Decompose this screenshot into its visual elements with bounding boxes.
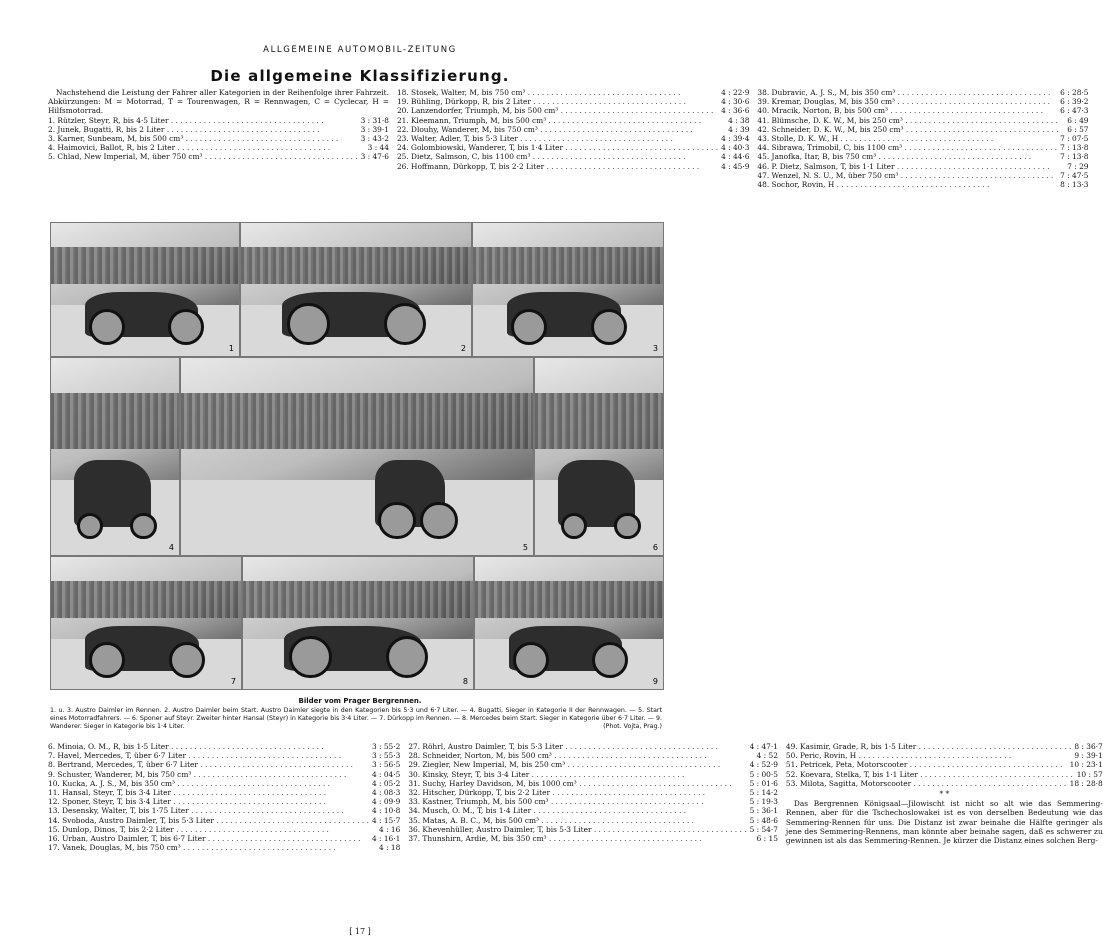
race-time: 5 : 00·5	[749, 769, 778, 779]
driver-entry: 26. Hoffmann, Dürkopp, T, bis 2·2 Liter . . .	[397, 162, 718, 171]
driver-entry: 16. Urban, Austro Daimler, T, bis 6·7 Liter . . .	[48, 834, 369, 843]
result-entry	[48, 834, 400, 843]
driver-entry: 18. Stosek, Walter, M, bis 750 cm³ . . .	[397, 88, 718, 97]
driver-entry: 52. Koevara, Stelka, T, bis 1·1 Liter . . .	[786, 770, 1074, 779]
driver-entry: 47. Wenzel, N. S. U., M, über 750 cm³ . . .	[757, 171, 1057, 180]
result-entry	[757, 106, 1088, 115]
result-entry	[757, 125, 1088, 134]
article-title: Die allgemeine Klassifizierung.	[210, 67, 510, 85]
race-time: 3 : 56·5	[371, 760, 401, 770]
driver-entry: 5. Chlad, New Imperial, M, über 750 cm³ . . .	[48, 152, 358, 161]
result-entry	[786, 751, 1103, 760]
result-entry	[48, 125, 389, 134]
result-entry	[408, 760, 778, 769]
race-time: 4 : 09·9	[371, 797, 401, 807]
driver-entry: 10. Kucka, A. J. S., M, bis 350 cm³ . . .	[48, 779, 369, 788]
driver-entry: 3. Karner, Sunbeam, M, bis 500 cm³ . . .	[48, 134, 358, 143]
result-entry	[408, 779, 778, 788]
result-entry	[397, 125, 749, 134]
results-bottom	[48, 742, 1103, 853]
race-time: 6 : 15	[756, 834, 778, 844]
photo-grid	[50, 222, 662, 688]
driver-entry: 42. Schneider, D. K. W., M, bis 250 cm³ . . .	[757, 125, 1064, 134]
race-time: 10 : 57	[1076, 769, 1103, 779]
driver-entry: 30. Kinsky, Steyr, T, bis 3·4 Liter . . .	[408, 770, 746, 779]
race-time: 5 : 01·6	[749, 778, 778, 788]
photo-number: 5	[522, 543, 528, 552]
result-entry	[408, 806, 778, 815]
driver-entry: 17. Vanek, Douglas, M, bis 750 cm³ . . .	[48, 843, 376, 852]
results-column-3	[757, 88, 1088, 189]
result-entry	[397, 97, 749, 106]
race-time: 6 : 39·2	[1060, 97, 1089, 107]
race-time: 7 : 07·5	[1060, 134, 1089, 144]
driver-entry: 53. Milota, Sagitta, Motorscooter . . .	[786, 779, 1067, 788]
driver-entry: 1. Rützler, Steyr, R, bis 4·5 Liter . . .	[48, 116, 358, 125]
race-time: 5 : 19·3	[749, 797, 778, 807]
race-time: 5 : 48·6	[749, 815, 778, 825]
driver-entry: 27. Röhrl, Austro Daimler, T, bis 5·3 Liter . . .	[408, 742, 746, 751]
race-time: 10 : 23·1	[1069, 760, 1103, 770]
driver-entry: 9. Schuster, Wanderer, M, bis 750 cm³ . . .	[48, 770, 369, 779]
result-entry	[48, 134, 389, 143]
race-time: 4 : 40·3	[721, 143, 750, 153]
driver-entry: 43. Stolle, D. K. W., H . . .	[757, 134, 1057, 143]
driver-entry: 31. Suchy, Harley Davidson, M, bis 1000 cm³ . . .	[408, 779, 746, 788]
result-entry	[48, 816, 400, 825]
race-time: 4 : 44·6	[721, 152, 750, 162]
result-entry	[786, 742, 1103, 751]
photo-number: 6	[652, 543, 658, 552]
race-time: 4 : 52	[756, 751, 778, 761]
race-time: 6 : 28·5	[1060, 88, 1089, 97]
race-time: 5 : 14·2	[749, 788, 778, 798]
race-time: 7 : 13·8	[1060, 152, 1089, 162]
race-time: 7 : 47·5	[1060, 170, 1089, 180]
driver-entry: 28. Schneider, Norton, M, bis 500 cm³ . . .	[408, 751, 753, 760]
driver-entry: 34. Musch, O. M., T, bis 1·4 Liter . . .	[408, 806, 746, 815]
driver-entry: 20. Lanzendorfer, Triumph, M, bis 500 cm³ . . .	[397, 106, 718, 115]
race-time: 8 : 36·7	[1074, 742, 1103, 751]
driver-entry: 21. Kleemann, Triumph, M, bis 500 cm³ . . .	[397, 116, 725, 125]
race-time: 4 : 10·8	[371, 806, 401, 816]
driver-entry: 48. Sochor, Rovin, H . . .	[757, 180, 1057, 189]
race-time: 4 : 39	[728, 124, 750, 134]
result-entry	[408, 770, 778, 779]
photo-number: 7	[230, 677, 236, 686]
result-entry	[48, 788, 400, 797]
race-time: 4 : 04·5	[371, 769, 401, 779]
results-column-3b	[786, 742, 1103, 852]
race-time: 18 : 28·8	[1069, 778, 1103, 788]
result-entry	[48, 751, 400, 760]
result-entry	[757, 152, 1088, 161]
results-column-2	[397, 88, 749, 189]
result-entry	[48, 143, 389, 152]
results-column-1b	[48, 742, 400, 852]
race-time: 4 : 15·7	[371, 815, 401, 825]
result-entry	[408, 816, 778, 825]
race-time: 6 : 49	[1067, 115, 1089, 125]
driver-entry: 41. Blümsche, D. K. W., M, bis 250 cm³ . . .	[757, 116, 1064, 125]
race-time: 3 : 55·3	[371, 751, 401, 761]
photo-4	[50, 357, 180, 556]
photo-credit: (Phot. Vojta, Prag.)	[603, 723, 662, 730]
photo-9	[474, 556, 664, 690]
race-time: 4 : 45·9	[721, 161, 750, 171]
driver-entry: 23. Walter, Adler, T, bis 5·3 Liter . . .	[397, 134, 718, 143]
photo-3	[472, 222, 664, 357]
race-time: 4 : 22·9	[721, 88, 750, 97]
race-time: 6 : 57	[1067, 124, 1089, 134]
driver-entry: 44. Sibrawa, Trimobil, C, bis 1100 cm³ . . .	[757, 143, 1057, 152]
race-time: 9 : 39·1	[1074, 751, 1103, 761]
result-entry	[48, 770, 400, 779]
driver-entry: 6. Minoia, O. M., R, bis 1·5 Liter . . .	[48, 742, 369, 751]
race-time: 4 : 08·3	[371, 788, 401, 798]
article-paragraph: Das Bergrennen Königsaal—Jilowischt ist nicht so alt wie das Semmering-Rennen, aber für die Tschechoslowakei ist es von derselben Bedeutung wie das Semmering-Rennen für uns. Die Distanz ist zwar beinahe die Hälfte geringer als jene des Semmering-Rennens, man könnte aber beinahe sagen, daß es schwerer zu gewinnen ist als das Semmering-Rennen. Je kürzer die Distanz eines solchen Berg-	[785, 799, 1103, 846]
race-time: 8 : 13·3	[1060, 180, 1089, 190]
driver-entry: 12. Sponer, Steyr, T, bis 3·4 Liter . . .	[48, 797, 369, 806]
result-entry	[786, 779, 1103, 788]
results-column-2b	[408, 742, 778, 852]
photo-number: 9	[652, 677, 658, 686]
driver-entry: 14. Svoboda, Austro Daimler, T, bis 5·3 Liter . . .	[48, 816, 369, 825]
race-time: 3 : 31·8	[360, 115, 389, 125]
page-number: [ 17 ]	[349, 927, 371, 936]
driver-entry: 37. Thunshirn, Ardie, M, bis 350 cm³ . . .	[408, 834, 753, 843]
race-time: 5 : 54·7	[749, 824, 778, 834]
race-time: 4 : 39·4	[721, 134, 750, 144]
photo-number: 4	[168, 543, 174, 552]
driver-entry: 40. Mracik, Norton, B, bis 500 cm³ . . .	[757, 106, 1057, 115]
photo-caption	[50, 707, 662, 731]
race-time: 4 : 52·9	[749, 760, 778, 770]
result-entry	[757, 97, 1088, 106]
result-entry	[48, 760, 400, 769]
driver-entry: 35. Matas, A. B. C., M, bis 500 cm³ . . .	[408, 816, 746, 825]
result-entry	[48, 825, 400, 834]
result-entry	[397, 88, 749, 97]
result-entry	[757, 134, 1088, 143]
race-time: 4 : 30·6	[721, 97, 750, 107]
result-entry	[397, 162, 749, 171]
result-entry	[408, 742, 778, 751]
result-entry	[757, 171, 1088, 180]
caption-text: 1. u. 3. Austro Daimler im Rennen. 2. Austro Daimler beim Start. Austro Daimler siegte in den Kategorien bis 5·3 und 6·7 Liter. — 4. Bugatti, Sieger in Kategorie II der Rennwagen. — 5. Start eines Motorradfahrers. — 6. Sponer auf Steyr. Zweiter hinter Hansal (Steyr) in Kategorie bis 3·4 Liter. — 7. Dürkopp im Rennen. — 8. Mercedes beim Start. Sieger in Kategorie über 6·7 Liter. — 9. Wanderer. Sieger in Kategorie bis 1·4 Liter.	[50, 707, 662, 730]
race-time: 4 : 16	[379, 824, 401, 834]
result-entry	[48, 116, 389, 125]
result-entry	[757, 162, 1088, 171]
race-time: 3 : 43·2	[360, 134, 389, 144]
driver-entry: 36. Khevenhüller, Austro Daimler, T, bis 5·3 Liter . . .	[408, 825, 746, 834]
result-entry	[397, 152, 749, 161]
result-entry	[757, 116, 1088, 125]
race-time: 4 : 18	[379, 843, 401, 853]
photo-8	[242, 556, 474, 690]
driver-entry: 33. Kastner, Triumph, M, bis 500 cm³ . . .	[408, 797, 746, 806]
driver-entry: 2. Junek, Bugatti, R, bis 2 Liter . . .	[48, 125, 358, 134]
driver-entry: 8. Bertrand, Mercedes, T, über 6·7 Liter . . .	[48, 760, 369, 769]
result-entry	[48, 843, 400, 852]
result-entry	[408, 825, 778, 834]
photo-1	[50, 222, 240, 357]
driver-entry: 32. Hitscher, Dürkopp, T, bis 2·2 Liter . . .	[408, 788, 746, 797]
race-time: 4 : 38	[728, 115, 750, 125]
race-time: 3 : 39·1	[360, 124, 389, 134]
race-time: 4 : 16·1	[371, 834, 401, 844]
photo-number: 8	[462, 677, 468, 686]
driver-entry: 39. Kremar, Douglas, M, bis 350 cm³ . . .	[757, 97, 1057, 106]
photo-number: 2	[460, 344, 466, 353]
result-entry	[48, 152, 389, 161]
driver-entry: 38. Dubravic, A. J. S., M, bis 350 cm³ . . .	[757, 88, 1057, 97]
running-head: ALLGEMEINE AUTOMOBIL-ZEITUNG	[263, 45, 457, 55]
race-time: 7 : 29	[1067, 161, 1089, 171]
caption-title: Bilder vom Prager Bergrennen.	[298, 697, 422, 705]
result-entry	[757, 180, 1088, 189]
race-time: 4 : 47·1	[749, 742, 778, 751]
driver-entry: 4. Haimovici, Ballot, R, bis 2 Liter . . .	[48, 143, 365, 152]
driver-entry: 49. Kasimir, Grade, R, bis 1·5 Liter . . .	[786, 742, 1071, 751]
driver-entry: 46. P. Dietz, Salmson, T, bis 1·1 Liter . . .	[757, 162, 1064, 171]
result-entry	[408, 797, 778, 806]
result-entry	[786, 760, 1103, 769]
result-entry	[397, 116, 749, 125]
race-time: 5 : 36·1	[749, 806, 778, 816]
result-entry	[397, 134, 749, 143]
race-time: 3 : 47·6	[360, 152, 389, 162]
driver-entry: 51. Petricek, Peta, Motorscooter . . .	[786, 760, 1067, 769]
race-time: 4 : 36·6	[721, 106, 750, 116]
race-time: 4 : 05·2	[371, 778, 401, 788]
result-entry	[48, 797, 400, 806]
result-entry	[408, 751, 778, 760]
driver-entry: 24. Golombiowski, Wanderer, T, bis 1·4 Liter . . .	[397, 143, 718, 152]
result-entry	[408, 788, 778, 797]
photo-number: 3	[652, 344, 658, 353]
result-entry	[48, 742, 400, 751]
driver-entry: 22. Dlouhy, Wanderer, M, bis 750 cm³ . . .	[397, 125, 725, 134]
race-time: 6 : 47·3	[1060, 106, 1089, 116]
photo-6	[534, 357, 664, 556]
driver-entry: 25. Dietz, Salmson, C, bis 1100 cm³ . . .	[397, 152, 718, 161]
driver-entry: 45. Janofka, Itar, B, bis 750 cm³ . . .	[757, 152, 1057, 161]
result-entry	[408, 834, 778, 843]
race-time: 3 : 44	[367, 143, 389, 153]
result-entry	[397, 106, 749, 115]
result-entry	[397, 143, 749, 152]
result-entry	[757, 88, 1088, 97]
driver-entry: 19. Bühling, Dürkopp, R, bis 2 Liter . . .	[397, 97, 718, 106]
race-time: 7 : 13·8	[1060, 143, 1089, 153]
photo-7	[50, 556, 242, 690]
driver-entry: 13. Desensky, Walter, T, bis 1·75 Liter . . .	[48, 806, 369, 815]
result-entry	[48, 779, 400, 788]
section-separator: * *	[939, 789, 950, 799]
intro-paragraph: Nachstehend die Leistung der Fahrer aller Kategorien in der Reihenfolge ihrer Fahrzeit. Abkürzungen: M = Motorrad, T = Tourenwagen, R = Rennwagen, C = Cyclecar, H = Hilfsmotorrad.	[48, 88, 389, 116]
driver-entry: 7. Havel, Mercedes, T, über 6·7 Liter . . .	[48, 751, 369, 760]
result-entry	[48, 806, 400, 815]
driver-entry: 15. Dunlop, Dinos, T, bis 2·2 Liter . . .	[48, 825, 376, 834]
race-time: 3 : 55·2	[371, 742, 401, 751]
result-entry	[757, 143, 1088, 152]
photo-5	[180, 357, 534, 556]
driver-entry: 11. Hansal, Steyr, T, bis 3·4 Liter . . .	[48, 788, 369, 797]
photo-2	[240, 222, 472, 357]
result-entry	[786, 770, 1103, 779]
driver-entry: 50. Peric, Rovin, H . . .	[786, 751, 1071, 760]
results-column-1	[48, 88, 389, 189]
photo-number: 1	[228, 344, 234, 353]
driver-entry: 29. Ziegler, New Imperial, M, bis 250 cm³ . . .	[408, 760, 746, 769]
results-top	[48, 88, 1089, 190]
